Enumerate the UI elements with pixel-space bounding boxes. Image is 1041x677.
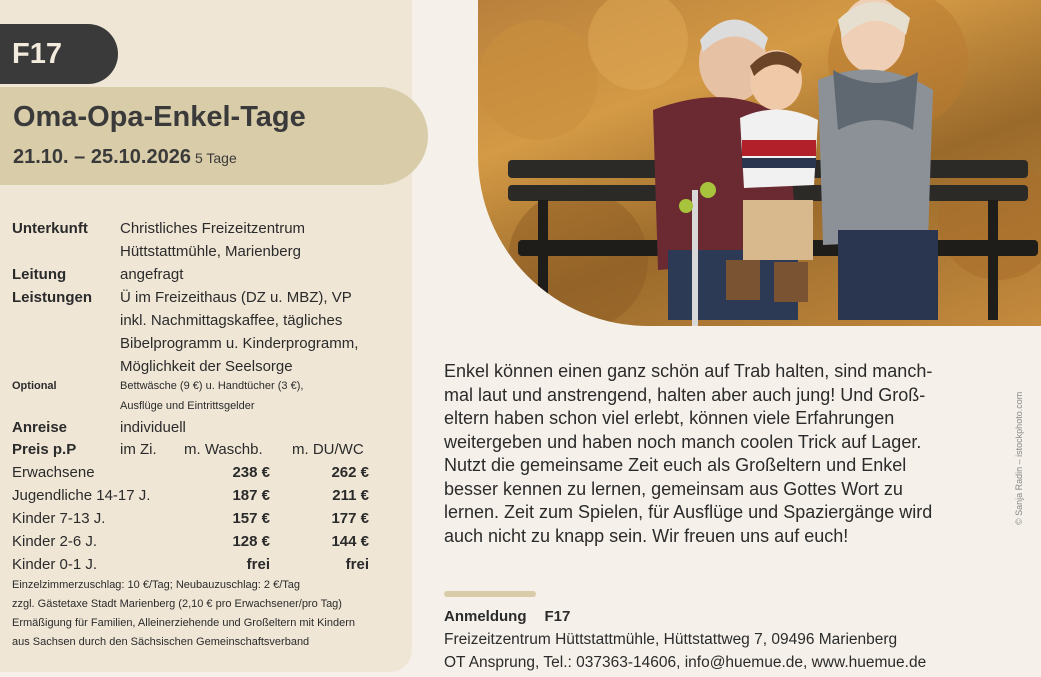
description-line: besser kennen zu lernen, gemeinsam aus Gottes Wort zu [444, 478, 903, 499]
price-shower: 262 € [331, 464, 369, 481]
price-washbasin: 187 € [232, 487, 270, 504]
unterkunft-line-2: Hüttstattmühle, Marienberg [120, 243, 301, 260]
registration-label: Anmeldung [444, 608, 527, 625]
price-row-name: Erwachsene [12, 464, 95, 481]
price-row [12, 556, 372, 578]
course-code-badge: F17 [0, 24, 118, 84]
price-shower: frei [345, 556, 369, 573]
registration-code: F17 [544, 608, 571, 625]
leistungen-line-4: Möglichkeit der Seelsorge [120, 358, 293, 375]
price-washbasin: frei [246, 556, 270, 573]
price-shower: 144 € [331, 533, 369, 550]
description-line: auch nicht zu knapp sein. Wir freuen uns auf euch! [444, 525, 849, 546]
price-row [12, 464, 372, 486]
description [444, 360, 992, 548]
unterkunft-line-1: Christliches Freizeitzentrum [120, 220, 306, 237]
price-shower: 211 € [332, 487, 369, 504]
registration-contact[interactable]: OT Ansprung, Tel.: 037363-14606, info@huemue.de, www.huemue.de [444, 654, 927, 671]
leistungen-line-1: Ü im Freizeithaus (DZ u. MBZ), VP [120, 289, 352, 306]
course-dates [13, 146, 237, 169]
description-line: lernen. Zeit zum Spielen, für Ausflüge und Spaziergänge wird [444, 502, 933, 522]
optional-line-2: Ausflüge und Eintrittsgelder [120, 400, 255, 412]
leitung-value: angefragt [120, 266, 184, 283]
note-discount-2: aus Sachsen durch den Sächsischen Gemeinschaftsverband [12, 636, 310, 648]
price-col-shower: m. DU/WC [292, 441, 364, 458]
unterkunft-label: Unterkunft [12, 220, 88, 237]
registration-address: Freizeitzentrum Hüttstattmühle, Hüttstattweg 7, 09496 Marienberg [444, 631, 898, 648]
price-col-washbasin: m. Waschb. [184, 441, 263, 458]
duration: 5 Tage [194, 150, 237, 166]
decorative-divider [444, 591, 536, 597]
price-row-name: Kinder 0-1 J. [12, 556, 98, 573]
description-line: eltern haben schon viel erlebt, können viele Erfahrungen [444, 408, 895, 428]
price-row-name: Kinder 2-6 J. [12, 533, 98, 550]
note-discount: Ermäßigung für Familien, Alleinerziehende und Großeltern mit Kindern [12, 617, 355, 629]
photo-credit: © Sanja Radin – istockphoto.com [1014, 391, 1024, 525]
course-title: Oma-Opa-Enkel-Tage [13, 101, 306, 133]
optional-line-1: Bettwäsche (9 €) u. Handtücher (3 €), [120, 380, 304, 392]
price-row [12, 510, 372, 532]
price-washbasin: 128 € [232, 533, 270, 550]
description-line: mal laut und anstrengend, halten aber auch jung! Und Groß- [444, 384, 926, 405]
date-range: 21.10. – 25.10.2026 [13, 146, 191, 168]
leistungen-label: Leistungen [12, 289, 93, 306]
price-row-name: Kinder 7-13 J. [12, 510, 106, 527]
price-washbasin: 157 € [232, 510, 270, 527]
family-on-bench-photo-icon [478, 0, 1041, 326]
price-col-room: im Zi. [120, 441, 157, 458]
anreise-value: individuell [120, 419, 186, 436]
registration-heading [444, 608, 570, 625]
note-single-room: Einzelzimmerzuschlag: 10 €/Tag; Neubauzuschlag: 2 €/Tag [12, 579, 300, 591]
note-tax: zzgl. Gästetaxe Stadt Marienberg (2,10 € pro Erwachsener/pro Tag) [12, 598, 342, 610]
price-row-name: Jugendliche 14-17 J. [12, 487, 151, 504]
leistungen-line-2: inkl. Nachmittagskaffee, tägliches [120, 312, 343, 329]
price-label: Preis p.P [12, 441, 77, 458]
price-table-header [12, 441, 372, 463]
description-line: weitergeben und haben noch manch coolen Trick auf Lager. [444, 431, 922, 452]
optional-label: Optional [12, 380, 57, 392]
price-row [12, 487, 372, 509]
anreise-label: Anreise [12, 419, 68, 436]
description-line: Enkel können einen ganz schön auf Trab halten, sind manch- [444, 361, 933, 381]
family-photo [478, 0, 1041, 326]
leistungen-line-3: Bibelprogramm u. Kinderprogramm, [120, 335, 359, 352]
leitung-label: Leitung [12, 266, 67, 283]
description-line: Nutzt die gemeinsame Zeit euch als Großeltern und Enkel [444, 455, 907, 475]
price-row [12, 533, 372, 555]
price-washbasin: 238 € [232, 464, 270, 481]
price-shower: 177 € [331, 510, 369, 527]
